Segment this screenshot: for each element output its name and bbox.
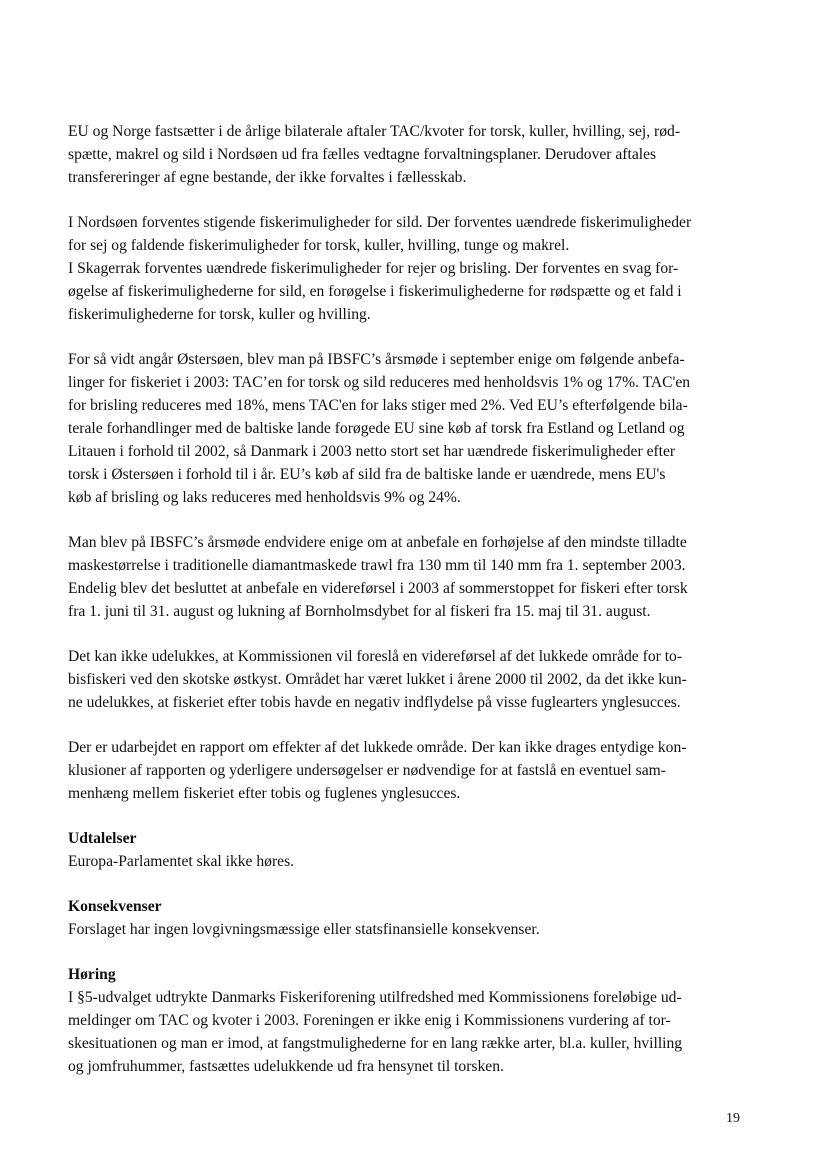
text-line: Endelig blev det besluttet at anbefale en videreførsel i 2003 af sommerstoppet for fiskeri efter torsk	[68, 580, 688, 597]
section-udtalelser	[68, 827, 744, 873]
paragraph-nordsoen-skagerrak	[68, 211, 744, 326]
text-line: I Nordsøen forventes stigende fiskerimuligheder for sild. Der forventes uændrede fiskerimuligheder	[68, 214, 692, 231]
text-line: fiskerimulighederne for torsk, kuller og hvilling.	[68, 306, 371, 323]
section-konsekvenser	[68, 895, 744, 941]
text-line: øgelse af fiskerimulighederne for sild, en forøgelse i fiskerimulighederne for rødspætte og et fald i	[68, 283, 682, 300]
text-line: Litauen i forhold til 2002, så Danmark i 2003 netto stort set har uændrede fiskerimuligheder efter	[68, 443, 676, 460]
text-line: spætte, makrel og sild i Nordsøen ud fra fælles vedtagne forvaltningsplaner. Derudover aftales	[68, 146, 657, 163]
text-line: køb af brisling og laks reduceres med henholdsvis 9% og 24%.	[68, 489, 461, 506]
section-text	[68, 918, 744, 941]
text-line: Det kan ikke udelukkes, at Kommissionen vil foreslå en videreførsel af det lukkede område for to-	[68, 648, 683, 665]
text-line: Forslaget har ingen lovgivningsmæssige eller statsfinansielle konsekvenser.	[68, 921, 540, 938]
document-body	[68, 120, 744, 1078]
text-line: skesituationen og man er imod, at fangstmulighederne for en lang række arter, bl.a. kuller, hvilling	[68, 1035, 683, 1052]
paragraph-eu-norway	[68, 120, 744, 189]
text-line: I §5-udvalget udtrykte Danmarks Fiskeriforening utilfredshed med Kommissionens foreløbige ud-	[68, 989, 682, 1006]
section-heading: Udtalelser	[68, 830, 137, 847]
paragraph-oestersoen	[68, 348, 744, 509]
text-line: ne udelukkes, at fiskeriet efter tobis havde en negativ indflydelse på visse fuglearters ynglesucces.	[68, 694, 681, 711]
text-line: torsk i Østersøen i forhold til i år. EU’s køb af sild fra de baltiske lande er uændrede, mens EU's	[68, 466, 666, 483]
section-hoering	[68, 963, 744, 1078]
paragraph-rapport	[68, 736, 744, 805]
section-heading: Konsekvenser	[68, 898, 162, 915]
text-line: klusioner af rapporten og yderligere undersøgelser er nødvendige for at fastslå en eventuel sam-	[68, 762, 666, 779]
text-line: Europa-Parlamentet skal ikke høres.	[68, 853, 295, 870]
text-line: og jomfruhummer, fastsættes udelukkende ud fra hensynet til torsken.	[68, 1058, 504, 1075]
text-line: bisfiskeri ved den skotske østkyst. Området har været lukket i årene 2000 til 2002, da det ikke kun-	[68, 671, 687, 688]
text-line: fra 1. juni til 31. august og lukning af Bornholmsdybet for al fiskeri fra 15. maj til 31. august.	[68, 603, 651, 620]
text-line: Man blev på IBSFC’s årsmøde endvidere enige om at anbefale en forhøjelse af den mindste tilladte	[68, 534, 687, 551]
paragraph-maskestoerrelse	[68, 531, 744, 623]
text-line: linger for fiskeriet i 2003: TAC’en for torsk og sild reduceres med henholdsvis 1% og 17%. TAC'en	[68, 374, 691, 391]
text-line: Der er udarbejdet en rapport om effekter af det lukkede område. Der kan ikke drages entydige kon-	[68, 739, 687, 756]
text-line: transfereringer af egne bestande, der ikke forvaltes i fællesskab.	[68, 169, 467, 186]
section-text	[68, 850, 744, 873]
paragraph-tobisfiskeri	[68, 645, 744, 714]
text-line: for brisling reduceres med 18%, mens TAC'en for laks stiger med 2%. Ved EU’s efterfølgende bila-	[68, 397, 688, 414]
text-line: For så vidt angår Østersøen, blev man på IBSFC’s årsmøde i september enige om følgende anbefa-	[68, 351, 685, 368]
page-number: 19	[726, 1111, 740, 1126]
text-line: terale forhandlinger med de baltiske lande forøgede EU sine køb af torsk fra Estland og Letland og	[68, 420, 685, 437]
text-line: menhæng mellem fiskeriet efter tobis og fuglenes ynglesucces.	[68, 785, 461, 802]
text-line: EU og Norge fastsætter i de årlige bilaterale aftaler TAC/kvoter for torsk, kuller, hvilling, sej, rød-	[68, 123, 681, 140]
text-line: for sej og faldende fiskerimuligheder for torsk, kuller, hvilling, tunge og makrel.	[68, 237, 570, 254]
section-text	[68, 986, 744, 1078]
text-line: maskestørrelse i traditionelle diamantmaskede trawl fra 130 mm til 140 mm fra 1. september 2003.	[68, 557, 686, 574]
text-line: I Skagerrak forventes uændrede fiskerimuligheder for rejer og brisling. Der forventes en svag for-	[68, 260, 679, 277]
text-line: meldinger om TAC og kvoter i 2003. Foreningen er ikke enig i Kommissionens vurdering af tor-	[68, 1012, 671, 1029]
section-heading: Høring	[68, 966, 116, 983]
